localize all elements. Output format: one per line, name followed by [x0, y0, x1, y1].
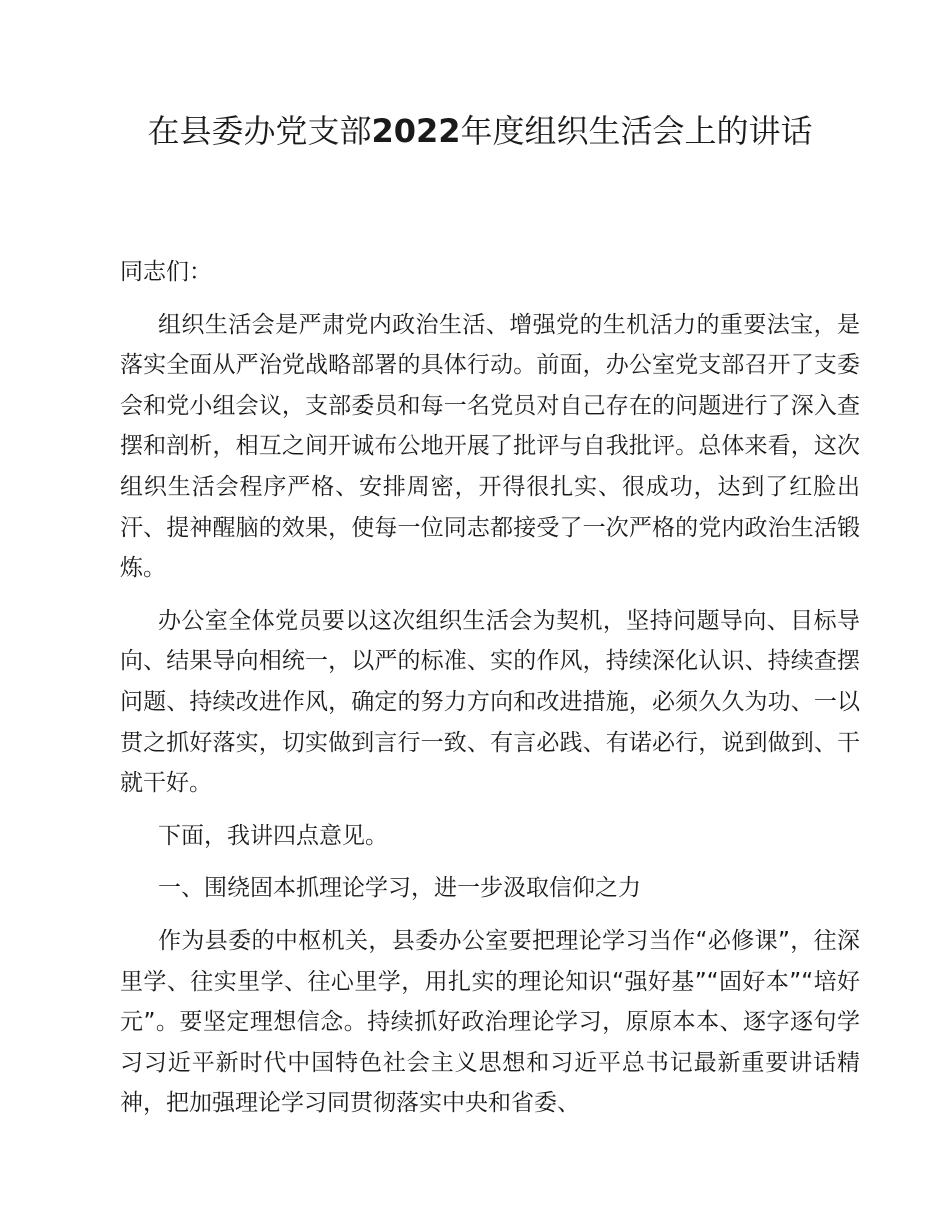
paragraph-requirements: 办公室全体党员要以这次组织生活会为契机，坚持问题导向、目标导向、结果导向相统一，以严的标准、实的作风，持续深化认识、持续查摆问题、持续改进作风，确定的努力方向和改进措施，必须久久为功、一以贯之抓好落实，切实做到言行一致、有言必践、有诺必行，说到做到、干就干好。: [120, 607, 860, 797]
paragraph-section-1: 作为县委的中枢机关，县委办公室要把理论学习当作“必修课”，往深里学、往实里学、往心里学，用扎实的理论知识“强好基”“固好本”“培好元”。要坚定理想信念。持续抓好政治理论学习，原原本本、逐字逐句学习习近平新时代中国特色社会主义思想和习近平总书记最新重要讲话精神，把加强理论学习同贯彻落实中央和省委、: [120, 927, 860, 1117]
section-heading-1: 一、围绕固本抓理论学习，进一步汲取信仰之力: [158, 875, 641, 902]
document-title: [120, 108, 840, 154]
title-suffix: 年度组织生活会上的讲话: [460, 112, 813, 150]
salutation: 同志们：: [120, 259, 212, 285]
document-body: [120, 252, 860, 1136]
title-prefix: 在县委办党支部: [147, 112, 372, 150]
paragraph-transition: 下面，我讲四点意见。: [158, 822, 388, 849]
paragraph-intro: 组织生活会是严肃党内政治生活、增强党的生机活力的重要法宝，是落实全面从严治党战略部署的具体行动。前面，办公室党支部召开了支委会和党小组会议，支部委员和每一名党员对自己存在的问题进行了深入查摆和剖析，相互之间开诚布公地开展了批评与自我批评。总体来看，这次组织生活会程序严格、安排周密，开得很扎实、很成功，达到了红脸出汗、提神醒脑的效果，使每一位同志都接受了一次严格的党内政治生活锻炼。: [120, 311, 860, 582]
title-year: 2022: [371, 112, 461, 150]
